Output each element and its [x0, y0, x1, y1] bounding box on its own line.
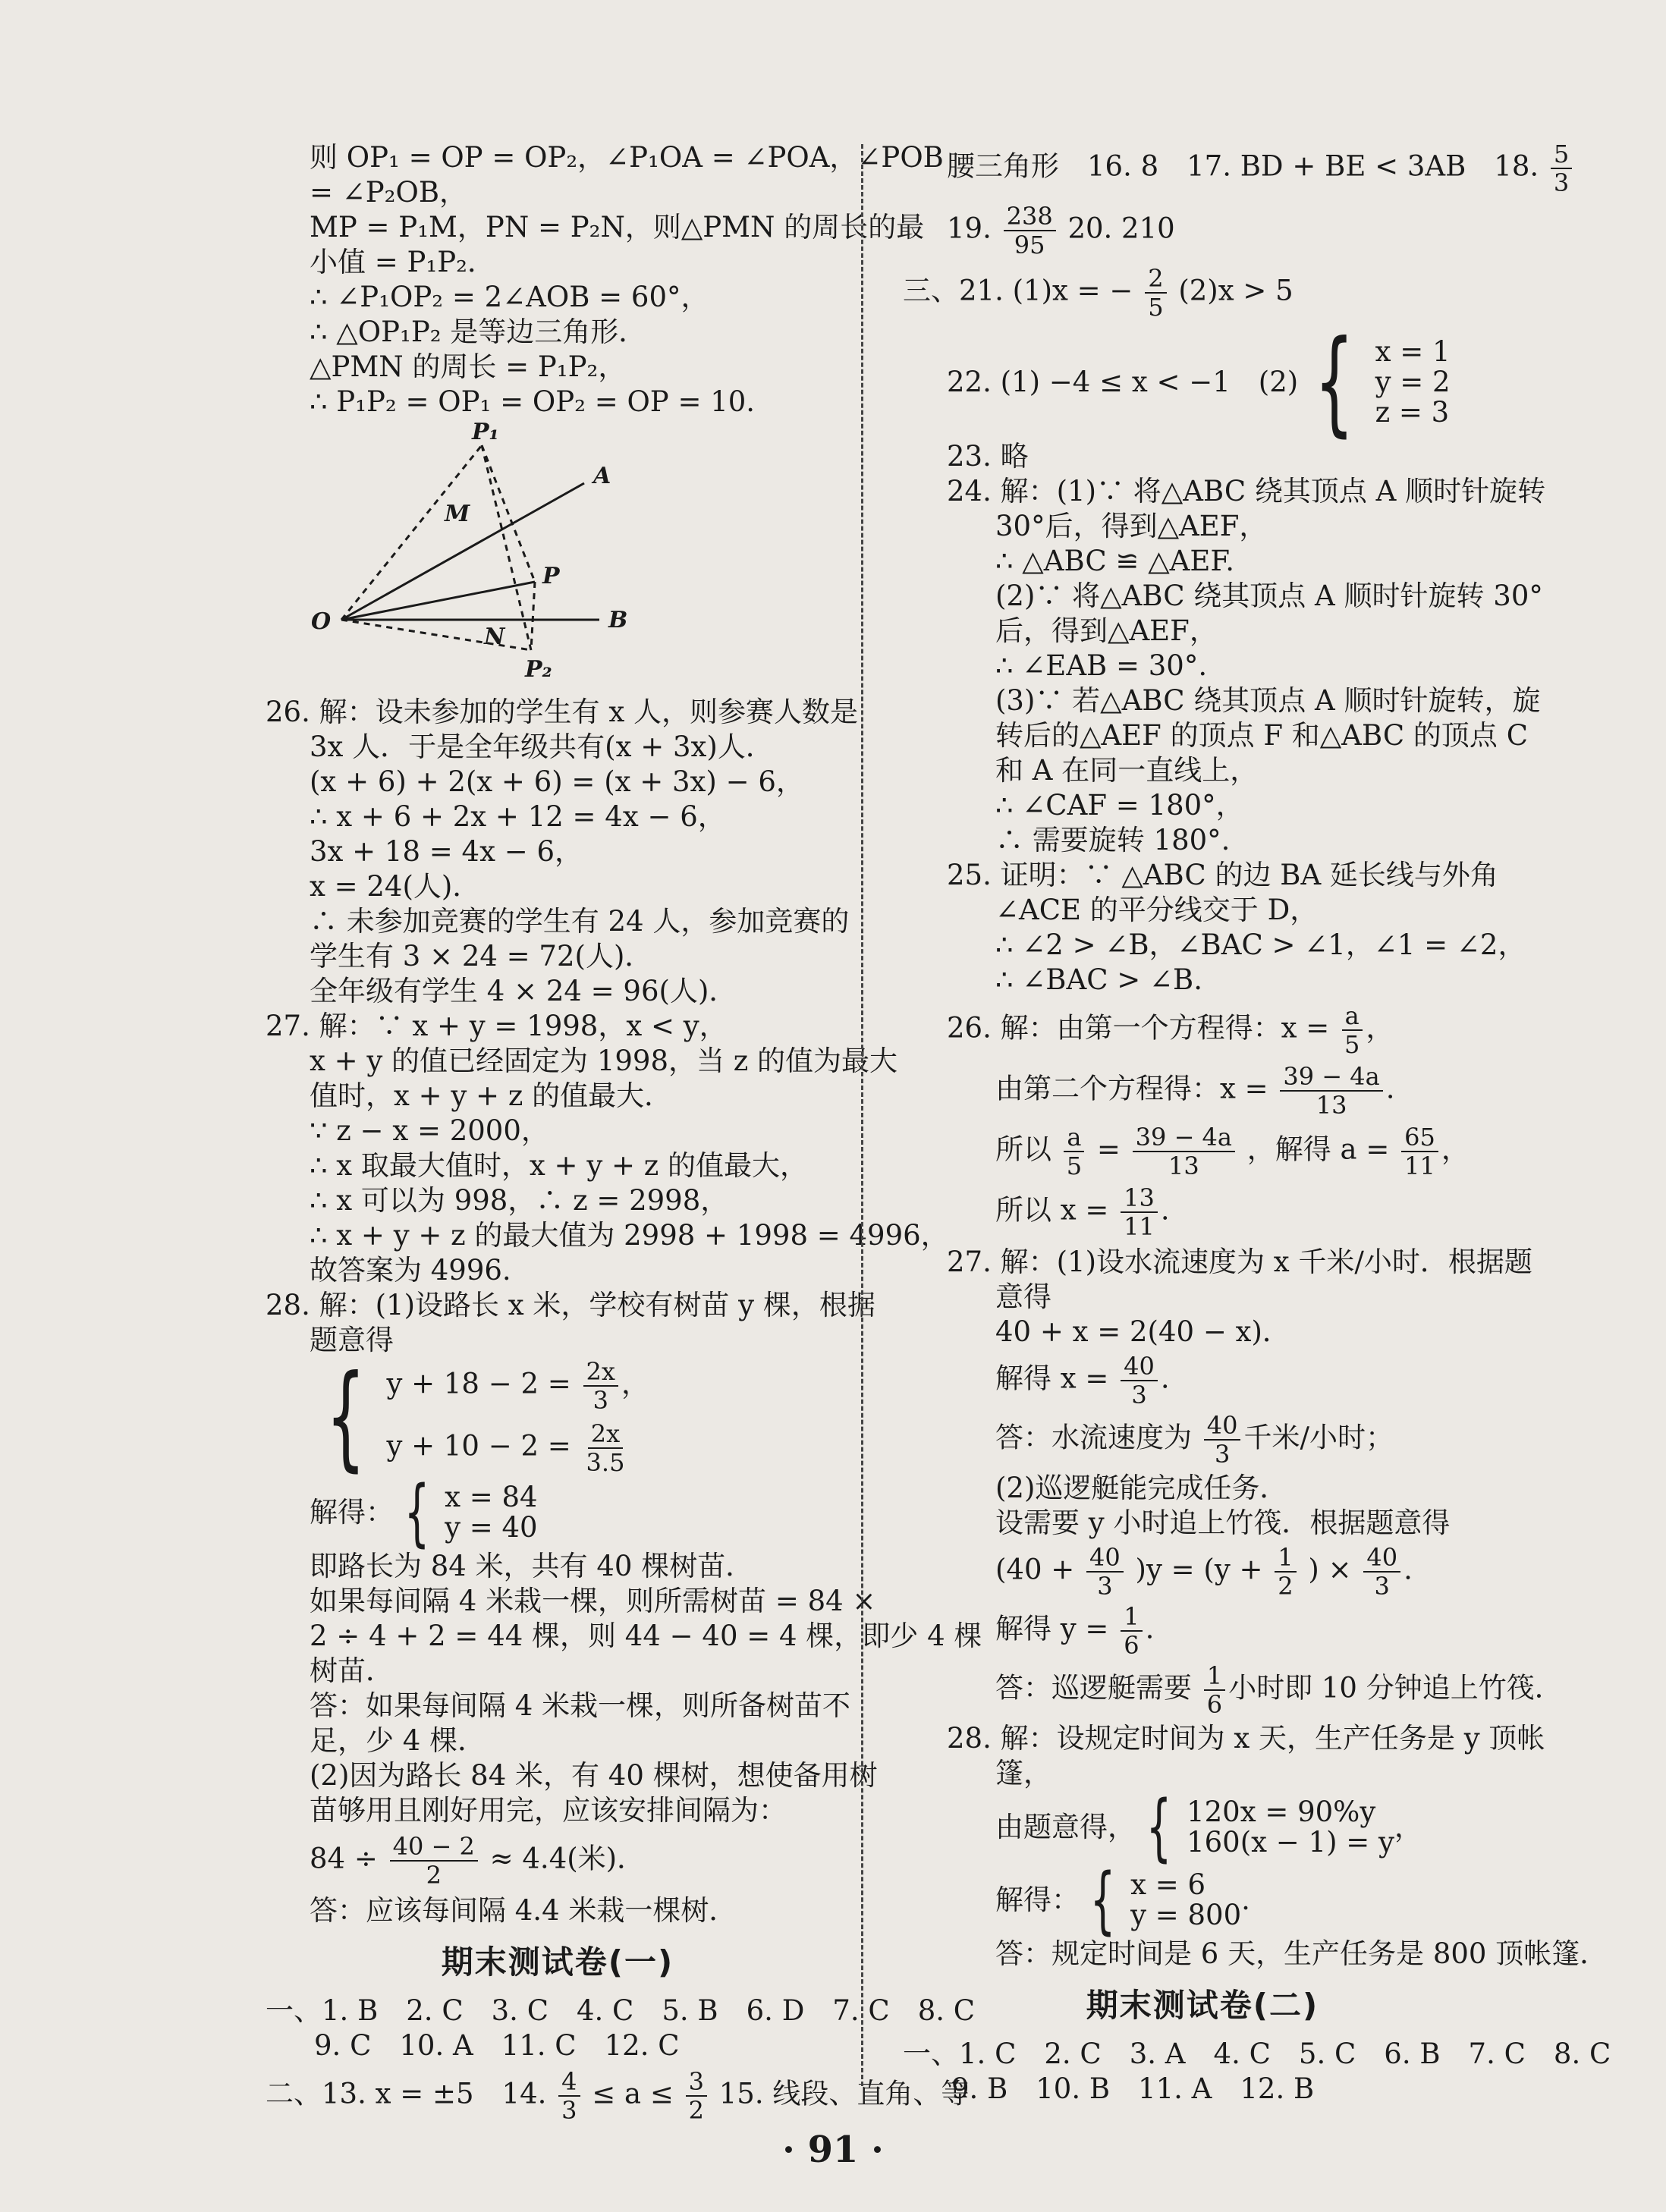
text-line: 全年级有学生 4 × 24 = 96(人)． — [310, 975, 737, 1007]
denominator: 2 — [688, 2096, 704, 2125]
fraction — [1145, 265, 1166, 321]
fraction — [1280, 1063, 1382, 1119]
text-line: 3x + 18 = 4x − 6， — [310, 835, 583, 868]
text-line: 小值 = P₁P₂． — [310, 246, 495, 278]
text-segment: = — [1096, 1133, 1121, 1166]
numerator: 1 — [1275, 1544, 1296, 1573]
text-line: 题意得 — [310, 1324, 394, 1356]
fraction — [1275, 1544, 1296, 1600]
denominator: 3 — [1097, 1572, 1113, 1601]
text-line: 27. 解：∵ x + y = 1998，x < y， — [266, 1010, 728, 1042]
equation-text: z = 3 — [1375, 396, 1450, 429]
text-line: 25. 证明：∵ △ABC 的边 BA 延长线与外角 — [947, 859, 1498, 891]
segment-pp2 — [531, 582, 535, 650]
segment-op1 — [341, 445, 482, 620]
text-segment: 22. (1) −4 ≤ x < −1 (2) — [947, 366, 1299, 398]
punctuation: . — [1160, 1362, 1170, 1395]
text-line: 则 OP₁ = OP = OP₂，∠P₁OA = ∠POA，∠POB — [310, 141, 944, 174]
fraction — [583, 1420, 628, 1476]
right-column — [903, 140, 1611, 2107]
text-line: 23. 略 — [947, 440, 1029, 473]
math-line — [903, 1603, 1502, 1659]
denominator: 6 — [1124, 1631, 1139, 1660]
math-line — [903, 1544, 1502, 1600]
numerator: 40 — [1086, 1544, 1124, 1573]
text-segment: 19. — [947, 212, 992, 245]
fraction — [1064, 1123, 1085, 1180]
numerator: 5 — [1551, 140, 1572, 169]
text-segment: 解得 x = — [995, 1362, 1109, 1395]
numerator: a — [1342, 1002, 1363, 1031]
numerator: 39 − 4a — [1133, 1123, 1235, 1152]
brace-symbol: { — [1089, 1858, 1116, 1943]
text-line: 26. 解：设未参加的学生有 x 人，则参赛人数是 — [266, 696, 858, 728]
numerator: 2x — [588, 1420, 623, 1449]
fill-answer-line — [266, 2067, 970, 2125]
label-p1: P₁ — [472, 423, 499, 445]
text-line: ∴ x 取最大值时，x + y + z 的值最大， — [310, 1149, 809, 1182]
label-p: P — [542, 563, 560, 589]
fraction — [686, 2068, 707, 2124]
equation-text: y = 800 — [1130, 1899, 1242, 1931]
numerator: 1 — [1204, 1662, 1225, 1691]
text-segment: 三、21. (1)x = − — [903, 274, 1133, 307]
denominator: 3 — [1374, 1572, 1390, 1601]
denominator: 95 — [1014, 231, 1045, 259]
fraction — [1551, 140, 1572, 196]
text-line: ∴ ∠P₁OP₂ = 2∠AOB = 60°， — [310, 281, 709, 313]
text-line: ∴ x 可以为 998，∴ z = 2998， — [310, 1184, 729, 1217]
numerator: 3 — [686, 2068, 707, 2097]
text-line: 如果每间隔 4 米栽一棵，则所需树苗 = 84 × — [310, 1585, 876, 1617]
text-line: (2)∵ 将△ABC 绕其顶点 A 顺时针旋转 30° — [995, 580, 1543, 612]
math-line — [903, 1353, 1502, 1409]
text-line: (3)∵ 若△ABC 绕其顶点 A 顺时针旋转，旋 — [995, 684, 1541, 717]
equation-text: 160(x − 1) = y — [1187, 1826, 1394, 1859]
text-line: 学生有 3 × 24 = 72(人)． — [310, 940, 653, 972]
punctuation: ， — [1394, 1811, 1422, 1843]
punctuation: . — [1404, 1553, 1413, 1586]
answer-line: 9. B 10. B 11. A 12. B — [951, 2072, 1315, 2105]
text-line: 转后的△AEF 的顶点 F 和△ABC 的顶点 C — [995, 719, 1529, 752]
text-segment: 所以 — [995, 1133, 1051, 1166]
answer-line: 一、1. B 2. C 3. C 4. C 5. B 6. D 7. C 8. C — [266, 1994, 976, 2027]
denominator: 5 — [1344, 1030, 1360, 1059]
fraction — [1086, 1544, 1124, 1600]
text-line: 答：如果每间隔 4 米栽一棵，则所备树苗不 — [310, 1689, 851, 1722]
label-b: B — [608, 607, 628, 633]
numerator: 2x — [583, 1358, 618, 1387]
fraction — [1204, 1662, 1225, 1718]
brace-symbol: { — [404, 1470, 430, 1555]
numerator: 40 — [1121, 1353, 1158, 1381]
math-line — [903, 1063, 1502, 1119]
denominator: 11 — [1124, 1212, 1155, 1241]
fraction — [1121, 1353, 1158, 1409]
text-segment: 答：水流速度为 — [995, 1421, 1192, 1454]
text-line: ∵ z − x = 2000， — [310, 1114, 549, 1147]
solution-system — [266, 1470, 850, 1555]
text-line: 答：规定时间是 6 天，生产任务是 800 顶帐篷． — [995, 1937, 1608, 1970]
fraction — [1004, 203, 1056, 259]
text-line: 40 + x = 2(40 − x)． — [995, 1315, 1290, 1348]
text-line: ∴ △OP₁P₂ 是等边三角形． — [310, 316, 647, 348]
label-o: O — [311, 608, 332, 635]
text-line: 篷， — [995, 1757, 1051, 1789]
text-line: 即路长为 84 米，共有 40 棵树苗． — [310, 1550, 754, 1582]
numerator: 65 — [1401, 1123, 1438, 1152]
denominator: 3 — [1553, 168, 1570, 197]
equation-system — [903, 1785, 1502, 1870]
denominator: 3 — [1131, 1381, 1147, 1409]
geometry-figure — [311, 423, 660, 680]
text-line: 足，少 4 棵． — [310, 1724, 486, 1757]
calculation-line — [266, 1833, 850, 1889]
text-line: (2)巡逻艇能完成任务． — [995, 1472, 1288, 1504]
denominator: 2 — [426, 1861, 442, 1890]
text-segment: 二、13. x = ±5 14. — [266, 2077, 547, 2110]
punctuation: . — [1385, 1072, 1395, 1105]
math-line — [903, 1412, 1502, 1468]
denominator: 13 — [1168, 1152, 1199, 1180]
text-line: 值时，x + y + z 的值最大． — [310, 1079, 673, 1112]
denominator: 13 — [1316, 1091, 1347, 1120]
text-line: ∴ ∠EAB = 30°. — [995, 649, 1208, 682]
fraction — [1121, 1603, 1142, 1659]
text-line: 和 A 在同一直线上， — [995, 754, 1259, 787]
section-title: 期末测试卷(一) — [441, 1943, 674, 1981]
math-line — [903, 1002, 1502, 1058]
text-segment: 20. 210 — [1067, 212, 1175, 245]
denominator: 3 — [1214, 1440, 1231, 1469]
text-segment: (2)x > 5 — [1178, 274, 1294, 307]
text-segment: 千米/小时； — [1243, 1421, 1394, 1454]
text-line: △PMN 的周长 = P₁P₂， — [310, 350, 627, 383]
fraction — [1121, 1184, 1158, 1240]
text-segment: 26. 解：由第一个方程得：x = — [947, 1011, 1330, 1045]
text-line: x = 24(人)． — [310, 870, 481, 903]
numerator: 40 — [1363, 1544, 1400, 1573]
segment-op — [341, 582, 535, 620]
text-line: 30°后，得到△AEF， — [995, 510, 1268, 542]
text-line: 后，得到△AEF， — [995, 614, 1218, 647]
text-segment: 84 ÷ — [310, 1842, 378, 1875]
math-line — [903, 1184, 1502, 1240]
denominator: 3 — [561, 2096, 577, 2125]
numerator: 40 − 2 — [390, 1833, 478, 1862]
numerator: 13 — [1121, 1184, 1158, 1213]
text-line: 28. 解：设规定时间为 x 天，生产任务是 y 顶帐 — [947, 1722, 1545, 1755]
text-line: 故答案为 4996. — [310, 1254, 511, 1287]
punctuation: . — [1145, 1612, 1155, 1645]
numerator: 238 — [1004, 203, 1056, 231]
section-title: 期末测试卷(二) — [1086, 1987, 1319, 2024]
text-line: 2 ÷ 4 + 2 = 44 棵，则 44 − 40 = 4 棵，即少 4 棵 — [310, 1620, 982, 1652]
denominator: 5 — [1066, 1152, 1083, 1180]
fraction — [1363, 1544, 1400, 1600]
text-line: ∴ ∠BAC > ∠B. — [995, 963, 1203, 996]
equation-text: y + 10 − 2 = — [386, 1429, 571, 1463]
numerator: 40 — [1204, 1412, 1241, 1441]
text-line: = ∠P₂OB， — [310, 176, 468, 209]
brace-symbol: { — [1146, 1785, 1172, 1870]
denominator: 2 — [1278, 1572, 1294, 1601]
text-line: 树苗． — [310, 1654, 394, 1687]
text-line: 苗够用且刚好用完，应该安排间隔为： — [310, 1794, 787, 1827]
numerator: 2 — [1145, 265, 1166, 294]
text-segment: 15. 线段、直角、等 — [718, 2077, 970, 2110]
text-line: 3x 人．于是全年级共有(x + 3x)人． — [310, 731, 774, 763]
label-p2: P₂ — [525, 656, 552, 680]
fraction — [1204, 1412, 1241, 1468]
text-segment: 小时即 10 分钟追上竹筏． — [1228, 1671, 1563, 1705]
fill-answer-line — [903, 140, 1570, 197]
text-line: 24. 解：(1)∵ 将△ABC 绕其顶点 A 顺时针旋转 — [947, 475, 1546, 507]
denominator: 11 — [1404, 1152, 1435, 1180]
answer-line — [903, 265, 1502, 321]
text-line: 意得 — [995, 1280, 1051, 1313]
text-line: (2)因为路长 84 米，有 40 棵树，想使备用树 — [310, 1759, 878, 1792]
text-segment: (40 + — [995, 1553, 1075, 1586]
solution-system — [903, 1858, 1502, 1943]
answer-line — [903, 316, 1502, 448]
answer-line: 9. C 10. A 11. C 12. C — [314, 2029, 680, 2062]
text-line: ∠ACE 的平分线交于 D， — [995, 894, 1319, 926]
text-line: 28. 解：(1)设路长 x 米，学校有树苗 y 棵，根据 — [266, 1289, 875, 1321]
text-segment: 所以 x = — [995, 1193, 1109, 1227]
text-segment: ) × — [1308, 1553, 1352, 1586]
fraction — [390, 1833, 478, 1889]
text-segment: ≤ a ≤ — [592, 2077, 674, 2110]
brace-symbol: { — [1314, 316, 1355, 448]
solution-label: 解得： — [995, 1884, 1080, 1916]
text-line: ∴ ∠2 > ∠B，∠BAC > ∠1，∠1 = ∠2， — [995, 928, 1526, 961]
left-column — [266, 140, 982, 2125]
brace-symbol: { — [325, 1351, 366, 1483]
text-segment: 腰三角形 16. 8 17. BD + BE < 3AB 18. — [947, 149, 1539, 183]
label-a: A — [593, 463, 611, 489]
punctuation: ， — [1441, 1133, 1470, 1166]
punctuation: ， — [621, 1367, 649, 1400]
numerator: 4 — [558, 2068, 580, 2097]
denominator: 3 — [593, 1386, 608, 1415]
text-line: ∴ 需要旋转 180°. — [995, 824, 1231, 856]
text-line: 27. 解：(1)设水流速度为 x 千米/小时．根据题 — [947, 1246, 1532, 1278]
text-line: 答：应该每间隔 4.4 米栽一棵树． — [310, 1894, 737, 1927]
equation-system — [266, 1351, 850, 1483]
text-line: 设需要 y 小时追上竹筏．根据题意得 — [995, 1507, 1451, 1539]
fraction — [1133, 1123, 1235, 1180]
equation-text: x = 1 — [1375, 335, 1451, 368]
equation-text: x = 84 — [445, 1481, 538, 1513]
equation-text: y = 40 — [445, 1511, 538, 1544]
fraction — [1401, 1123, 1438, 1180]
text-segment: )y = (y + — [1135, 1553, 1263, 1586]
fraction — [583, 1358, 618, 1414]
column-divider — [861, 144, 863, 2086]
fraction — [1341, 1002, 1363, 1058]
text-segment: 由题意得， — [995, 1811, 1136, 1843]
text-segment: ，解得 a = — [1246, 1133, 1390, 1166]
answer-line: 一、1. C 2. C 3. A 4. C 5. C 6. B 7. C 8. C — [903, 2038, 1611, 2070]
equation-text: y + 18 − 2 = — [386, 1367, 571, 1400]
text-line: ∴ ∠CAF = 180°， — [995, 789, 1244, 822]
math-line — [903, 1661, 1563, 1719]
text-line: ∴ △ABC ≌ △AEF. — [995, 545, 1235, 577]
segment-p1p — [482, 445, 535, 582]
punctuation: . — [1241, 1884, 1250, 1916]
text-line: (x + 6) + 2(x + 6) = (x + 3x) − 6， — [310, 765, 804, 798]
text-line: ∴ x + y + z 的最大值为 2998 + 1998 = 4996， — [310, 1219, 949, 1252]
text-segment: 答：巡逻艇需要 — [995, 1671, 1192, 1705]
text-segment: ≈ 4.4(米)． — [489, 1842, 646, 1875]
page-number: · 91 · — [782, 2129, 884, 2171]
math-line — [903, 1123, 1502, 1180]
text-line: ∴ 未参加竞赛的学生有 24 人，参加竞赛的 — [310, 905, 850, 938]
denominator: 6 — [1206, 1690, 1223, 1719]
label-n: N — [484, 624, 505, 650]
fill-answer-line — [903, 203, 1502, 259]
label-m: M — [445, 501, 470, 527]
punctuation: ， — [1366, 1011, 1394, 1045]
text-line: ∴ x + 6 + 2x + 12 = 4x − 6， — [310, 800, 726, 833]
text-segment: 由第二个方程得：x = — [995, 1072, 1268, 1105]
punctuation: . — [1160, 1193, 1170, 1227]
text-line: MP = P₁M，PN = P₂N，则△PMN 的周长的最 — [310, 211, 925, 244]
text-line: x + y 的值已经固定为 1998，当 z 的值为最大 — [310, 1045, 897, 1077]
equation-text: y = 2 — [1375, 366, 1451, 398]
equation-text: x = 6 — [1130, 1868, 1206, 1901]
text-segment: 解得 y = — [995, 1612, 1109, 1645]
solution-label: 解得： — [310, 1496, 394, 1529]
equation-text: 120x = 90%y — [1187, 1796, 1376, 1828]
fraction — [558, 2068, 580, 2124]
numerator: a — [1064, 1123, 1084, 1152]
numerator: 1 — [1121, 1603, 1142, 1632]
text-line: ∴ P₁P₂ = OP₁ = OP₂ = OP = 10. — [310, 385, 756, 418]
denominator: 3.5 — [586, 1448, 625, 1477]
numerator: 39 − 4a — [1280, 1063, 1382, 1092]
denominator: 5 — [1148, 293, 1164, 322]
